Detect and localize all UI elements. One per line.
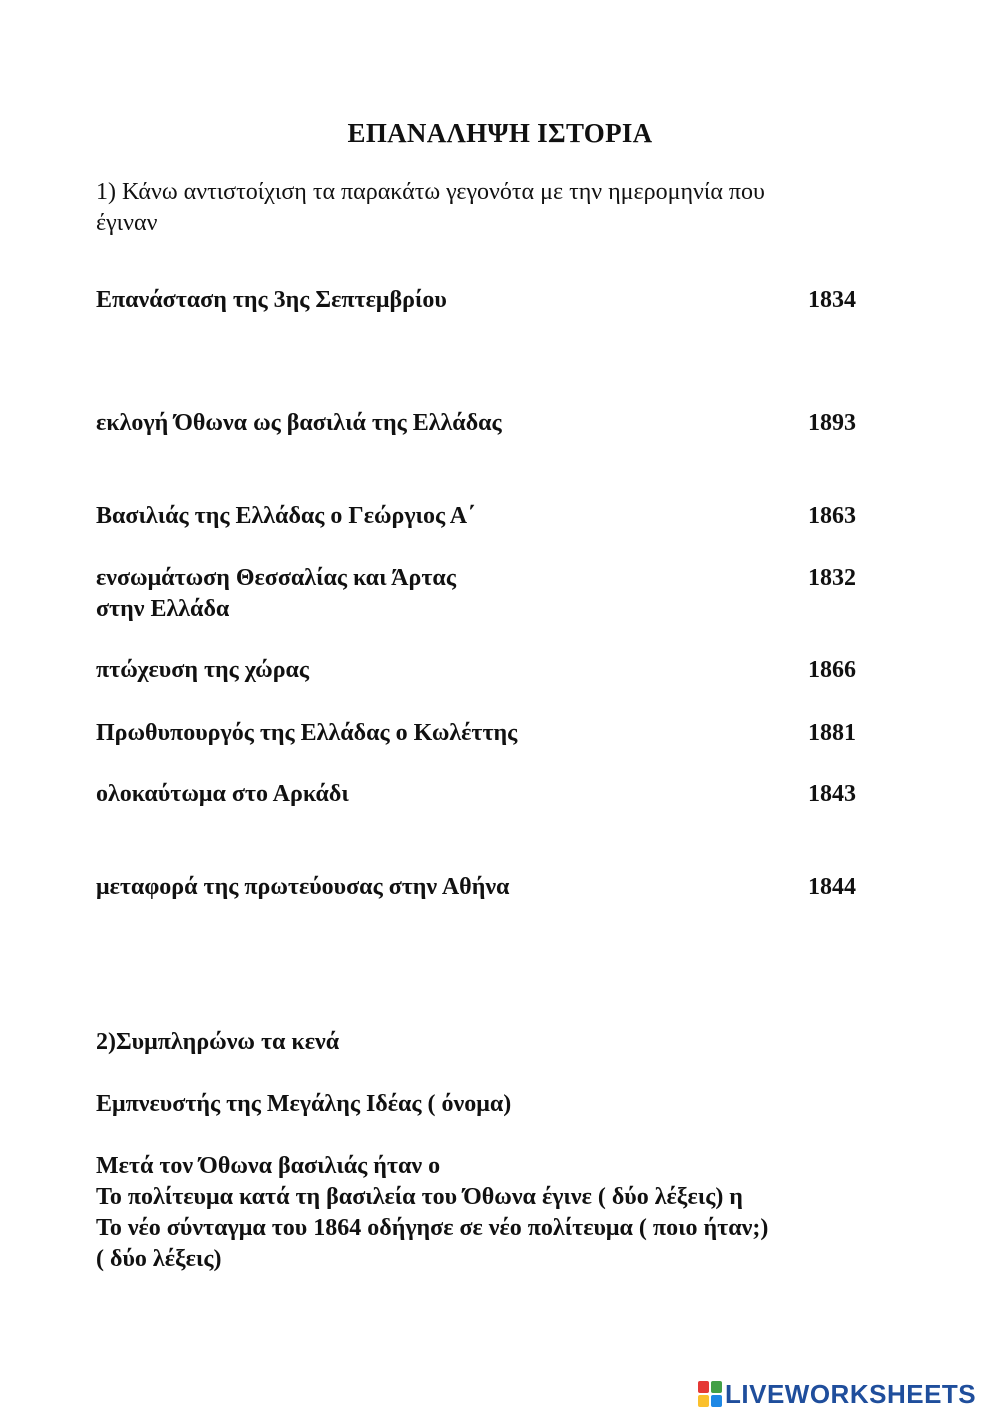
year-item[interactable]: 1881 [808,720,856,746]
event-item[interactable]: εκλογή Όθωνα ως βασιλιά της Ελλάδας [96,410,502,436]
event-item[interactable]: Βασιλιάς της Ελλάδας ο Γεώργιος Α΄ [96,503,476,529]
year-item[interactable]: 1863 [808,503,856,529]
event-item-line-2: στην Ελλάδα [96,596,230,622]
event-item[interactable]: Πρωθυπουργός της Ελλάδας ο Κωλέττης [96,720,518,746]
question-3: Το πολίτευμα κατά τη βασιλεία του Όθωνα έγινε ( δύο λέξεις) η [96,1184,743,1210]
year-item[interactable]: 1893 [808,410,856,436]
instruction [96,177,876,239]
logo-text: LIVEWORKSHEETS [725,1378,977,1409]
event-item-line-1: ενσωμάτωση Θεσσαλίας και Άρτας [96,565,456,591]
event-item[interactable]: μεταφορά της πρωτεύουσας στην Αθήνα [96,874,510,900]
event-item[interactable]: Επανάσταση της 3ης Σεπτεμβρίου [96,287,447,313]
year-item[interactable]: 1832 [808,565,856,591]
event-item[interactable]: πτώχευση της χώρας [96,657,310,683]
instruction-line-1: 1) Κάνω αντιστοίχιση τα παρακάτω γεγονότα με την ημερομηνία που [96,179,765,205]
instruction-line-2: έγιναν [96,210,158,236]
event-item[interactable]: ολοκαύτωμα στο Αρκάδι [96,781,349,807]
question-2: Μετά τον Όθωνα βασιλιάς ήταν ο [96,1153,441,1179]
year-item[interactable]: 1834 [808,287,856,313]
year-item[interactable]: 1844 [808,874,856,900]
question-1: Εμπνευστής της Μεγάλης Ιδέας ( όνομα) [96,1091,512,1117]
event-item[interactable] [96,563,716,625]
liveworksheets-logo [698,1379,976,1409]
liveworksheets-logo-icon [698,1381,722,1407]
section2-heading: 2)Συμπληρώνω τα κενά [96,1029,340,1055]
question-4: Το νέο σύνταγμα του 1864 οδήγησε σε νέο πολίτευμα ( ποιο ήταν;) [96,1215,769,1241]
question-4-note: ( δύο λέξεις) [96,1246,222,1272]
year-item[interactable]: 1843 [808,781,856,807]
page-title: ΕΠΑΝΑΛΗΨΗ ΙΣΤΟΡΙΑ [347,118,653,148]
questions-block [96,1151,916,1275]
year-item[interactable]: 1866 [808,657,856,683]
